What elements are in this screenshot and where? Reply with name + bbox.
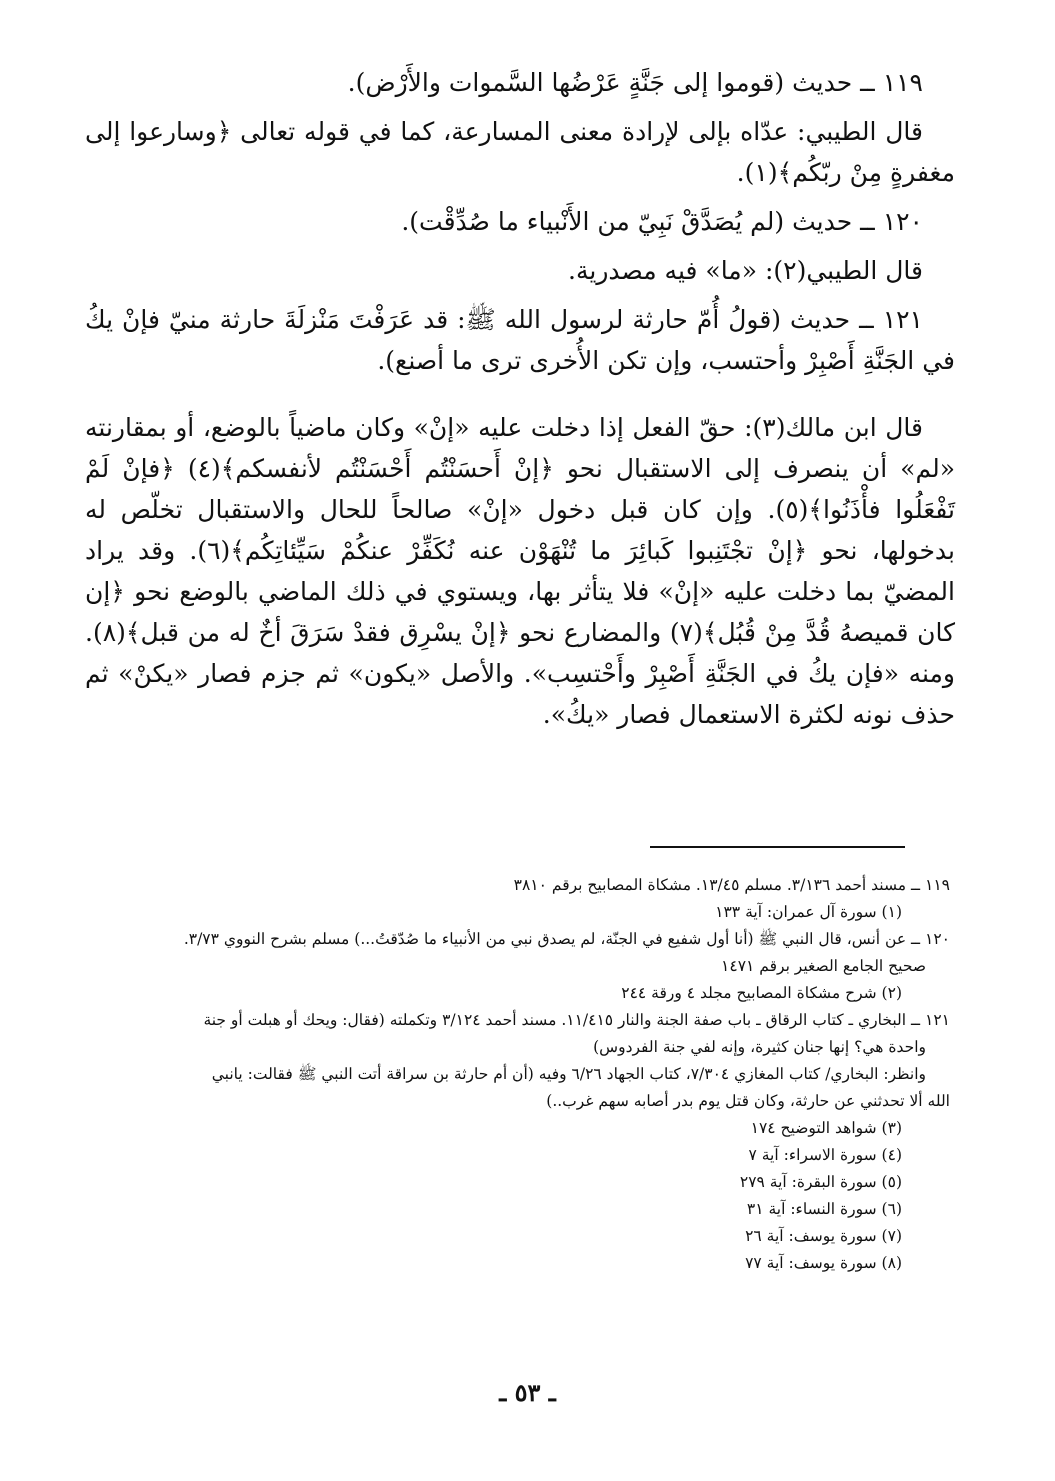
footnote-121: ١٢١ ــ البخاري ـ كتاب الرقاق ـ باب صفة الجنة والنار ١١/٤١٥. مسند أحمد ٣/١٢٤ وتكملته (فقال: ويحك أو هبلت أو جنة — [203, 1011, 950, 1029]
hadith-121: ١٢١ ــ حديث (قولُ أُمّ حارثة لرسول الله ﷺ: قد عَرَفْتَ مَنْزلَةَ حارثة منيّ فإنْ يكُ في الجَنَّةِ أَصْبِرْ وأحتسب، وإن تكن الأُخرى ترى ما أصنع). — [85, 305, 955, 375]
footnote-119: ١١٩ ــ مسند أحمد ٣/١٣٦. مسلم ١٣/٤٥. مشكاة المصابيح برقم ٣٨١٠ — [513, 876, 950, 894]
hadith-120: ١٢٠ ــ حديث (لم يُصَدَّقْ نَبِيّ من الأَنْبياء ما صُدِّقْت). — [401, 207, 923, 236]
commentary-120: قال الطيبي(٢): «ما» فيه مصدرية. — [568, 256, 923, 285]
footnote-121-see-also: وانظر: البخاري/ كتاب المغازي ٧/٣٠٤، كتاب الجهاد ٦/٢٦ وفيه (أن أم حارثة بن سراقة أتت النبي ﷺ فقالت: يانبي — [211, 1065, 926, 1083]
footnote-7: (٧) سورة يوسف: آية ٢٦ — [745, 1227, 902, 1245]
page-number: ـ ٥٣ ـ — [499, 1378, 556, 1407]
footnote-2: (٢) شرح مشكاة المصابيح مجلد ٤ ورقة ٢٤٤ — [621, 984, 902, 1002]
footnote-120-continued: صحيح الجامع الصغير برقم ١٤٧١ — [721, 957, 926, 975]
footnote-1: (١) سورة آل عمران: آية ١٣٣ — [715, 903, 902, 921]
commentary-121: قال ابن مالك(٣): حقّ الفعل إذا دخلت عليه «إنْ» وكان ماضياً بالوضع، أو بمقارنته «لم» أن ينصرف إلى الاستقبال نحو ﴿إنْ أَحسَنْتُم أَحْسَنْتُم لأنفسكم﴾(٤) ﴿فإنْ لَمْ تَفْعَلُوا فأْذَنُوا﴾(٥). وإن كان قبل دخول «إنْ» صالحاً للحال والاستقبال تخلّص له بدخولها، نحو ﴿إنْ تجْتَنِبوا كَبائِرَ ما تُنْهَوْن عنه نُكَفِّرْ عنكُمْ سَيِّئاتِكُم﴾(٦). وقد يراد المضيّ بما دخلت عليه «إنْ» فلا يتأثر بها، ويستوي في ذلك الماضي بالوضع نحو ﴿إن كان قميصهُ قُدَّ مِنْ قُبُل﴾(٧) والمضارع نحو ﴿إنْ يسْرِق فقدْ سَرَقَ أخٌ له من قبل﴾(٨). ومنه «فإن يكُ في الجَنَّةِ أَصْبِرْ وأَحْتسِب». والأصل «يكون» ثم جزم فصار «يكنْ» ثم حذف نونه لكثرة الاستعمال فصار «يكُ». — [85, 413, 956, 729]
footnote-divider — [650, 846, 905, 848]
footnote-121-continued: واحدة هي؟ إنها جنان كثيرة، وإنه لفي جنة الفردوس) — [593, 1038, 926, 1056]
footnote-120: ١٢٠ ــ عن أنس، قال النبي ﷺ (أنا أول شفيع في الجنّة، لم يصدق نبي من الأنبياء ما صُدّقتُ...) مسلم بشرح النووي ٣/٧٣. — [183, 930, 950, 948]
commentary-119: قال الطيبي: عدّاه بإلى لإرادة معنى المسارعة، كما في قوله تعالى ﴿وسارعوا إلى مغفرةٍ مِنْ ربّكُم﴾(١). — [85, 117, 955, 187]
footnote-3: (٣) شواهد التوضيح ١٧٤ — [750, 1119, 902, 1137]
main-text — [85, 62, 955, 735]
footnote-8: (٨) سورة يوسف: آية ٧٧ — [745, 1254, 902, 1272]
footnotes — [82, 872, 950, 1277]
footnote-121-see-also-continued: الله ألا تحدثني عن حارثة، وكان قتل يوم بدر أصابه سهم غرب..) — [546, 1092, 950, 1110]
hadith-119: ١١٩ ــ حديث (قوموا إلى جَنَّةٍ عَرْضُها السَّموات والأَرْض). — [347, 68, 923, 97]
footnote-5: (٥) سورة البقرة: آية ٢٧٩ — [739, 1173, 902, 1191]
footnote-6: (٦) سورة النساء: آية ٣١ — [746, 1200, 902, 1218]
footnote-4: (٤) سورة الاسراء: آية ٧ — [748, 1146, 902, 1164]
